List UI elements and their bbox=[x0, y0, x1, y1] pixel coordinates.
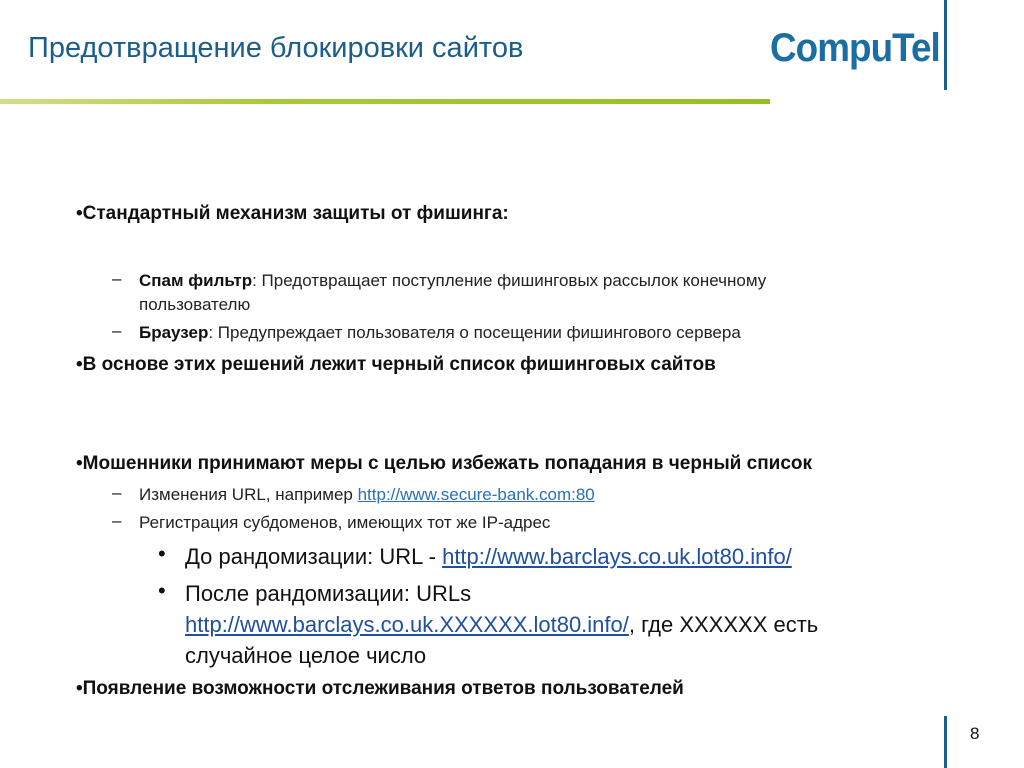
bullet-dot: • bbox=[158, 541, 166, 566]
bullet-standard-protection: •Стандартный механизм защиты от фишинга: bbox=[76, 203, 509, 224]
spam-filter-text: : Предотвращает поступление фишинговых рассылок конечному bbox=[252, 271, 767, 290]
barclays-link[interactable]: http://www.barclays.co.uk.lot80.info/ bbox=[442, 544, 792, 569]
slide-title: Предотвращение блокировки сайтов bbox=[28, 32, 524, 64]
after-randomization-item bbox=[185, 578, 818, 671]
random-desc-text: , где XXXXXX есть bbox=[628, 612, 819, 637]
url-change-item bbox=[139, 483, 595, 507]
secure-bank-link[interactable]: http://www.secure-bank.com:80 bbox=[357, 485, 595, 504]
subdomain-item: Регистрация субдоменов, имеющих тот же IP-адрес bbox=[139, 513, 551, 532]
dash-marker: – bbox=[112, 321, 122, 340]
after-randomization-text: После рандомизации: URLs bbox=[185, 581, 472, 606]
footer-divider bbox=[944, 716, 947, 768]
before-randomization-item bbox=[185, 541, 792, 572]
random-desc-text-cont: случайное целое число bbox=[185, 643, 427, 668]
bullet-fraudster-measures: •Мошенники принимают меры с целью избежать попадания в черный список bbox=[76, 453, 813, 474]
browser-term: Браузер bbox=[139, 323, 209, 342]
dash-marker: – bbox=[112, 483, 122, 502]
barclays-random-link[interactable]: http://www.barclays.co.uk.XXXXXX.lot80.info/ bbox=[185, 612, 629, 637]
computel-logo: CompuTel bbox=[770, 26, 940, 70]
browser-text: : Предупреждает пользователя о посещении фишингового сервера bbox=[208, 323, 741, 342]
header-divider bbox=[944, 0, 947, 90]
bullet-dot: • bbox=[158, 578, 166, 603]
dash-marker: – bbox=[112, 511, 122, 530]
bullet-blacklist-basis: •В основе этих решений лежит черный список фишинговых сайтов bbox=[76, 354, 716, 375]
url-change-text: Изменения URL, например bbox=[139, 485, 358, 504]
title-underline bbox=[0, 99, 770, 104]
browser-item bbox=[139, 321, 741, 345]
spam-filter-term: Спам фильтр bbox=[139, 271, 253, 290]
bullet-response-tracking: •Появление возможности отслеживания ответов пользователей bbox=[76, 678, 684, 699]
before-randomization-text: До рандомизации: URL - bbox=[185, 544, 443, 569]
page-number: 8 bbox=[970, 724, 980, 743]
dash-marker: – bbox=[112, 269, 122, 288]
spam-filter-text-cont: пользователю bbox=[139, 295, 251, 314]
spam-filter-item bbox=[139, 269, 766, 317]
